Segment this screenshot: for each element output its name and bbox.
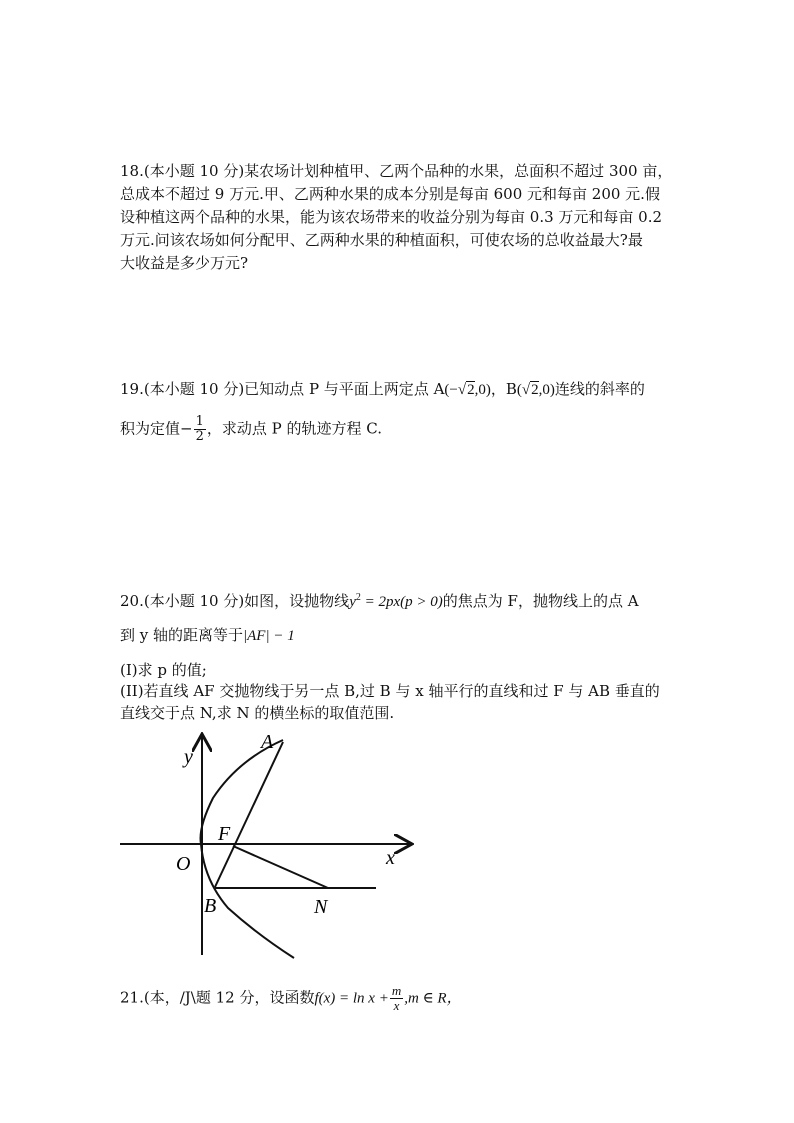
q20-part-2-line-1: (II)若直线 AF 交抛物线于另一点 B,过 B 与 x 轴平行的直线和过 F 与 AB 垂直的 — [120, 682, 660, 700]
fraction-m-over-x — [390, 984, 403, 1013]
q20-line2-prefix: 到 y 轴的距离等于 — [120, 626, 244, 644]
q20-part-2-line-2: 直线交于点 N,求 N 的横坐标的取值范围. — [120, 704, 395, 722]
eq-exponent: 2 — [355, 592, 361, 603]
frac-denominator: 2 — [195, 429, 204, 444]
q19-line2-suffix: ，求动点 P 的轨迹方程 C. — [206, 419, 382, 438]
parabola-figure — [118, 730, 418, 960]
point-a-coords: (−√2,0) — [444, 382, 491, 398]
q19-a-close: ,0) — [474, 382, 491, 398]
function-definition: f(x) = ln x + — [314, 990, 389, 1007]
q20-suffix: 的焦点为 F，抛物线上的点 A — [442, 592, 639, 610]
q19-b-label: ，B — [490, 380, 517, 398]
q19-line-2 — [120, 415, 680, 444]
q20-part-1: (I)求 p 的值; — [120, 661, 207, 679]
parabola-curve — [201, 740, 295, 958]
label-a: A — [261, 731, 274, 753]
q19-b-close: ,0) — [538, 382, 555, 398]
q20-prefix: 20.(本小题 10 分)如图，设抛物线 — [120, 592, 350, 610]
q18-line-5: 大收益是多少万元? — [120, 254, 249, 272]
parabola-equation — [349, 594, 443, 610]
frac-numerator: 1 — [195, 414, 204, 429]
label-f: F — [218, 823, 231, 845]
q19-a-sqrt: 2 — [467, 382, 475, 398]
label-n: N — [314, 896, 328, 918]
line-ab — [215, 742, 283, 887]
label-b: B — [204, 895, 217, 917]
fraction-one-half — [194, 415, 206, 444]
q18-line-4: 万元.问该农场如何分配甲、乙两种水果的种植面积，可使农场的总收益最大?最 — [120, 231, 643, 249]
q19-b-sqrt: 2 — [531, 382, 539, 398]
af-expression: |AF| − 1 — [243, 628, 295, 644]
q18-line-3: 设种植这两个品种的水果，能为该农场带来的收益分别为每亩 0.3 万元和每亩 0.2 — [120, 208, 663, 226]
q19-a-open: (− — [444, 382, 458, 398]
label-o: O — [176, 853, 191, 875]
frac-numerator: m — [391, 983, 402, 998]
label-x: x — [386, 847, 395, 869]
q20-line-2 — [120, 624, 680, 648]
q19-line-1 — [120, 378, 680, 402]
label-y: y — [184, 746, 193, 768]
eq-rhs: = 2px(p > 0) — [360, 594, 443, 610]
q19-b-open: ( — [516, 382, 522, 398]
q21-suffix: ,m ∈ R， — [404, 990, 462, 1007]
eq-lhs: y — [349, 594, 356, 610]
q21-prefix: 21.(本，/J\题 12 分，设函数 — [120, 988, 315, 1007]
q19-minus: − — [180, 419, 193, 438]
q18-line-2: 总成本不超过 9 万元.甲、乙两种水果的成本分别是每亩 600 元和每亩 200 元.假 — [120, 185, 660, 203]
q18-line-1: 18.(本小题 10 分)某农场计划种植甲、乙两个品种的水果，总面积不超过 300 亩， — [120, 162, 673, 180]
q20-line-1 — [120, 586, 680, 614]
q19-text-suffix: 连线的斜率的 — [554, 380, 645, 398]
q19-line2-prefix: 积为定值 — [120, 419, 181, 438]
point-b-coords: (√2,0) — [516, 382, 555, 398]
q21-line-1 — [120, 984, 680, 1013]
q19-text: 19.(本小题 10 分)已知动点 P 与平面上两定点 A — [120, 380, 445, 398]
frac-denominator: x — [393, 998, 400, 1013]
line-fn — [233, 846, 328, 888]
